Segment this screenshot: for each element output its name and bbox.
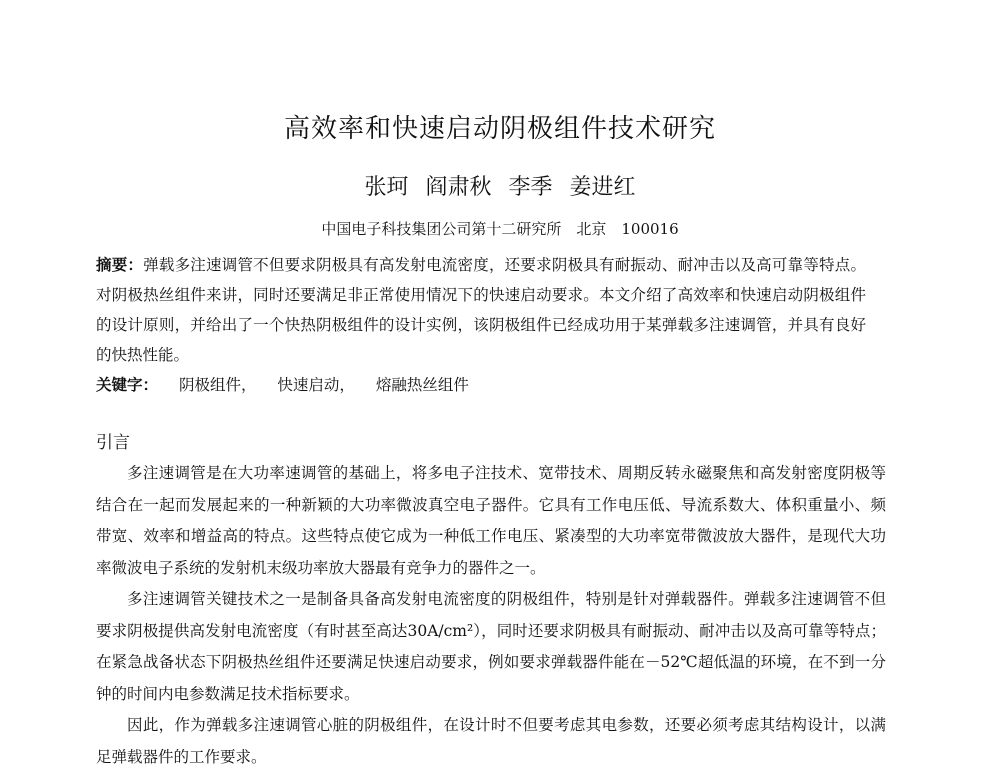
body-paragraph: 多注速调管是在大功率速调管的基础上，将多电子注技术、宽带技术、周期反转永磁聚焦和高发射密度阴极等结合在一起而发展起来的一种新颖的大功率微波真空电子器件。它具有工作电压低、导流系数大、体积重量小、频带宽、效率和增益高的特点。这些特点使它成为一种低工作电压、紧凑型的大功率宽带微波放大器件，是现代大功率微波电子系统的发射机末级功率放大器最有竞争力的器件之一。 [96,464,886,577]
keywords [96,370,469,400]
keywords-label: 关键字： [96,376,159,394]
abstract [96,250,866,370]
author-list: 张珂 阎肃秋 李季 姜进红 [364,175,636,200]
abstract-text: 弹载多注速调管不但要求阴极具有高发射电流密度，还要求阴极具有耐振动、耐冲击以及高可靠等特点。对阴极热丝组件来讲，同时还要满足非正常使用情况下的快速启动要求。本文介绍了高效率和快速启动阴极组件的设计原则，并给出了一个快热阴极组件的设计实例，该阴极组件已经成功用于某弹载多注速调管，并具有良好的快热性能。 [96,256,866,364]
paper-title: 高效率和快速启动阴极组件技术研究 [283,114,716,144]
abstract-label: 摘要： [96,256,144,274]
body-paragraph: 多注速调管关键技术之一是制备具备高发射电流密度的阴极组件，特别是针对弹载器件。弹载多注速调管不但要求阴极提供高发射电流密度（有时甚至高达30A/cm²），同时还要求阴极具有耐振动、耐冲击以及高可靠等特点；在紧急战备状态下阴极热丝组件还要满足快速启动要求，例如要求弹载器件能在－52℃超低温的环境，在不到一分钟的时间内电参数满足技术指标要求。 [96,590,886,703]
body-text [96,458,886,773]
body-paragraph: 因此，作为弹载多注速调管心脏的阴极组件，在设计时不但要考虑其电参数，还要必须考虑其结构设计，以满足弹载器件的工作要求。 [96,716,886,766]
affiliation: 中国电子科技集团公司第十二研究所 北京 100016 [321,220,679,238]
section-heading: 引言 [96,433,130,453]
keyword-item: 熔融热丝组件 [375,376,469,394]
keyword-item: 快速启动， [277,376,355,394]
keyword-item: 阴极组件， [178,376,257,394]
